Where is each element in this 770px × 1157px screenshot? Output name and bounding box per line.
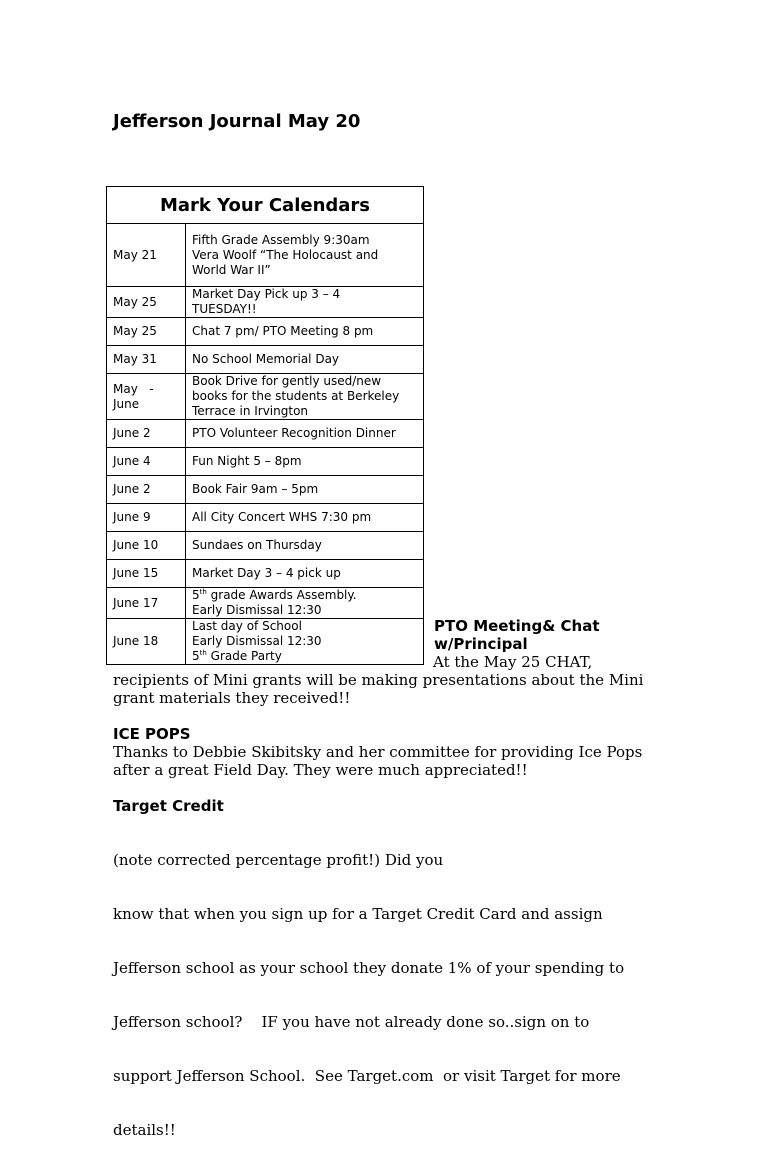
body-line: details!! bbox=[113, 1121, 176, 1139]
event-line: No School Memorial Day bbox=[192, 352, 340, 366]
event-line: Sundaes on Thursday bbox=[192, 538, 322, 552]
event-date: June 17 bbox=[107, 588, 186, 619]
body-line: know that when you sign up for a Target Credit Card and assign bbox=[113, 905, 603, 923]
event-line: Market Day 3 – 4 pick up bbox=[192, 566, 341, 580]
event-line: Early Dismissal 12:30 bbox=[192, 634, 322, 648]
event-date: June 18 bbox=[107, 619, 186, 665]
calendar-row bbox=[107, 476, 424, 504]
event-line bbox=[192, 649, 417, 664]
event-text: grade Awards Assembly. bbox=[206, 588, 357, 602]
pto-body bbox=[113, 671, 673, 707]
calendar-row bbox=[107, 318, 424, 346]
event-line: Chat 7 pm/ PTO Meeting 8 pm bbox=[192, 324, 374, 338]
calendar-row bbox=[107, 287, 424, 318]
event-date: May 31 bbox=[107, 346, 186, 374]
event-line: World War II” bbox=[192, 262, 271, 277]
calendar-row bbox=[107, 504, 424, 532]
event-line: Book Drive for gently used/new bbox=[192, 374, 382, 388]
target-credit-body bbox=[113, 815, 653, 1157]
event-line: Early Dismissal 12:30 bbox=[192, 603, 322, 617]
event-date: May 25 bbox=[107, 318, 186, 346]
event-date: June 10 bbox=[107, 532, 186, 560]
calendar-row bbox=[107, 588, 424, 619]
calendar-row bbox=[107, 224, 424, 287]
event-description bbox=[186, 420, 424, 448]
event-description bbox=[186, 504, 424, 532]
calendar-row bbox=[107, 448, 424, 476]
event-description bbox=[186, 448, 424, 476]
body-line: Thanks to Debbie Skibitsky and her committee for providing Ice Pops bbox=[113, 743, 643, 761]
event-description bbox=[186, 532, 424, 560]
event-line: Book Fair 9am – 5pm bbox=[192, 482, 319, 496]
event-line: PTO Volunteer Recognition Dinner bbox=[192, 426, 396, 440]
event-line: Fifth Grade Assembly 9:30am bbox=[192, 232, 370, 247]
ordinal-number: 5 bbox=[192, 588, 200, 602]
event-line: All City Concert WHS 7:30 pm bbox=[192, 510, 372, 524]
body-line: recipients of Mini grants will be making presentations about the Mini bbox=[113, 671, 644, 689]
ordinal-suffix: th bbox=[199, 649, 207, 657]
pto-body-line: At the May 25 CHAT, bbox=[433, 653, 593, 671]
event-line: Last day of School bbox=[192, 619, 302, 633]
body-line: support Jefferson School. See Target.com or visit Target for more bbox=[113, 1067, 621, 1085]
event-description bbox=[186, 476, 424, 504]
event-line bbox=[192, 588, 417, 603]
event-date: June 4 bbox=[107, 448, 186, 476]
calendar-row bbox=[107, 619, 424, 665]
ice-pops-heading: ICE POPS bbox=[113, 725, 191, 743]
event-line: Market Day Pick up 3 – 4 bbox=[192, 287, 341, 301]
ordinal-number: 5 bbox=[192, 649, 200, 663]
calendar-row bbox=[107, 374, 424, 420]
event-date: June 9 bbox=[107, 504, 186, 532]
heading-line: w/Principal bbox=[434, 635, 528, 653]
body-line: (note corrected percentage profit!) Did you bbox=[113, 851, 444, 869]
event-description bbox=[186, 318, 424, 346]
heading-line: PTO Meeting& Chat bbox=[434, 617, 600, 635]
calendar-row bbox=[107, 532, 424, 560]
ordinal-suffix: th bbox=[199, 588, 207, 596]
body-line: after a great Field Day. They were much appreciated!! bbox=[113, 761, 528, 779]
calendar-row bbox=[107, 420, 424, 448]
page-title: Jefferson Journal May 20 bbox=[113, 111, 361, 132]
event-date: June 2 bbox=[107, 476, 186, 504]
event-date: May 25 bbox=[107, 287, 186, 318]
target-credit-heading: Target Credit bbox=[113, 797, 224, 815]
event-description bbox=[186, 588, 424, 619]
calendar-row bbox=[107, 346, 424, 374]
calendar-heading: Mark Your Calendars bbox=[107, 187, 424, 224]
event-line: books for the students at Berkeley bbox=[192, 389, 400, 403]
event-line: TUESDAY!! bbox=[192, 302, 257, 316]
event-line: Terrace in Irvington bbox=[192, 404, 309, 418]
event-description bbox=[186, 374, 424, 420]
event-text: Grade Party bbox=[206, 649, 282, 663]
event-date-line: May - bbox=[113, 381, 154, 396]
body-line: Jefferson school as your school they donate 1% of your spending to bbox=[113, 959, 625, 977]
event-line: Fun Night 5 – 8pm bbox=[192, 454, 302, 468]
event-date-line: June bbox=[113, 396, 140, 411]
pto-meeting-heading bbox=[434, 617, 664, 653]
body-line: Jefferson school? IF you have not already done so..sign on to bbox=[113, 1013, 590, 1031]
ice-pops-body bbox=[113, 743, 673, 779]
body-line: grant materials they received!! bbox=[113, 689, 351, 707]
event-description bbox=[186, 287, 424, 318]
event-date: June 2 bbox=[107, 420, 186, 448]
calendar-table bbox=[106, 186, 424, 665]
event-line: Vera Woolf “The Holocaust and bbox=[192, 247, 379, 262]
event-description bbox=[186, 560, 424, 588]
event-description bbox=[186, 619, 424, 665]
event-date: May 21 bbox=[107, 224, 186, 287]
event-description bbox=[186, 346, 424, 374]
event-date: June 15 bbox=[107, 560, 186, 588]
calendar-row bbox=[107, 560, 424, 588]
event-description bbox=[186, 224, 424, 287]
event-date bbox=[107, 374, 186, 420]
